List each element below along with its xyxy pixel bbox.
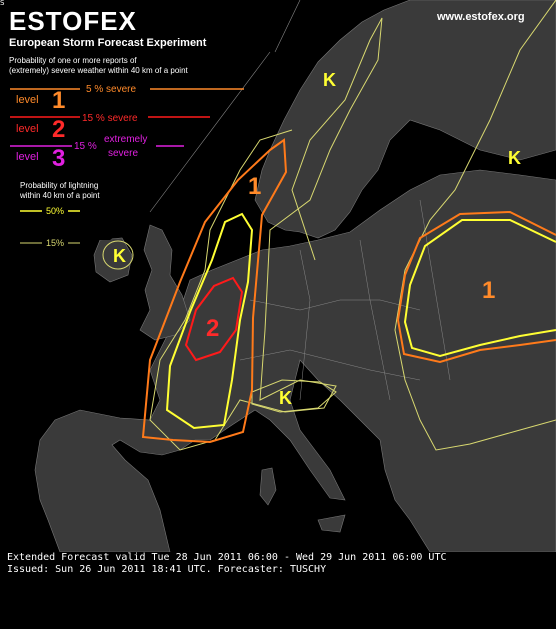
issued-line: Issued: Sun 26 Jun 2011 18:41 UTC. Forecaster: TUSCHY (7, 564, 327, 575)
level1-line-label: 5 % severe (86, 84, 137, 95)
level3-line-label-a: 15 % (74, 141, 97, 152)
valid-line: Extended Forecast valid Tue 28 Jun 2011 06:00 - Wed 29 Jun 2011 06:00 UTC (7, 552, 447, 563)
thunder-icon: K (323, 70, 336, 90)
level3-line-label-b: extremely (104, 134, 148, 145)
level3-line-label-c: severe (108, 148, 139, 159)
thunder-icon: K (279, 388, 292, 408)
header-subtitle: European Storm Forecast Experiment (9, 37, 207, 49)
corner-mark: S (0, 0, 5, 7)
level2-line-label: 15 % severe (82, 113, 138, 124)
level3-word: level (16, 151, 39, 163)
level1-label-east: 1 (482, 277, 496, 304)
level1-word: level (16, 94, 39, 106)
estofex-logo: ESTOFEX (9, 6, 137, 36)
website-url: www.estofex.org (437, 11, 525, 23)
lightning-heading-line2: within 40 km of a point (20, 191, 100, 200)
thunder-icon: K (113, 246, 126, 266)
lightning-15-label: 15% (46, 238, 65, 248)
thunder-icon: K (508, 148, 521, 168)
severe-heading-line1: Probability of one or more reports of (9, 56, 137, 65)
level2-number: 2 (52, 116, 66, 143)
level2-word: level (16, 123, 39, 135)
forecast-footer (5, 552, 556, 629)
lightning-heading-line1: Probability of lightning (20, 181, 99, 190)
level1-number: 1 (52, 87, 66, 114)
level1-label-west: 1 (248, 173, 262, 200)
level3-number: 3 (52, 145, 66, 172)
lightning-50-label: 50% (46, 206, 65, 216)
severe-heading-line2: (extremely) severe weather within 40 km of a point (9, 66, 188, 75)
level2-label: 2 (206, 315, 220, 342)
